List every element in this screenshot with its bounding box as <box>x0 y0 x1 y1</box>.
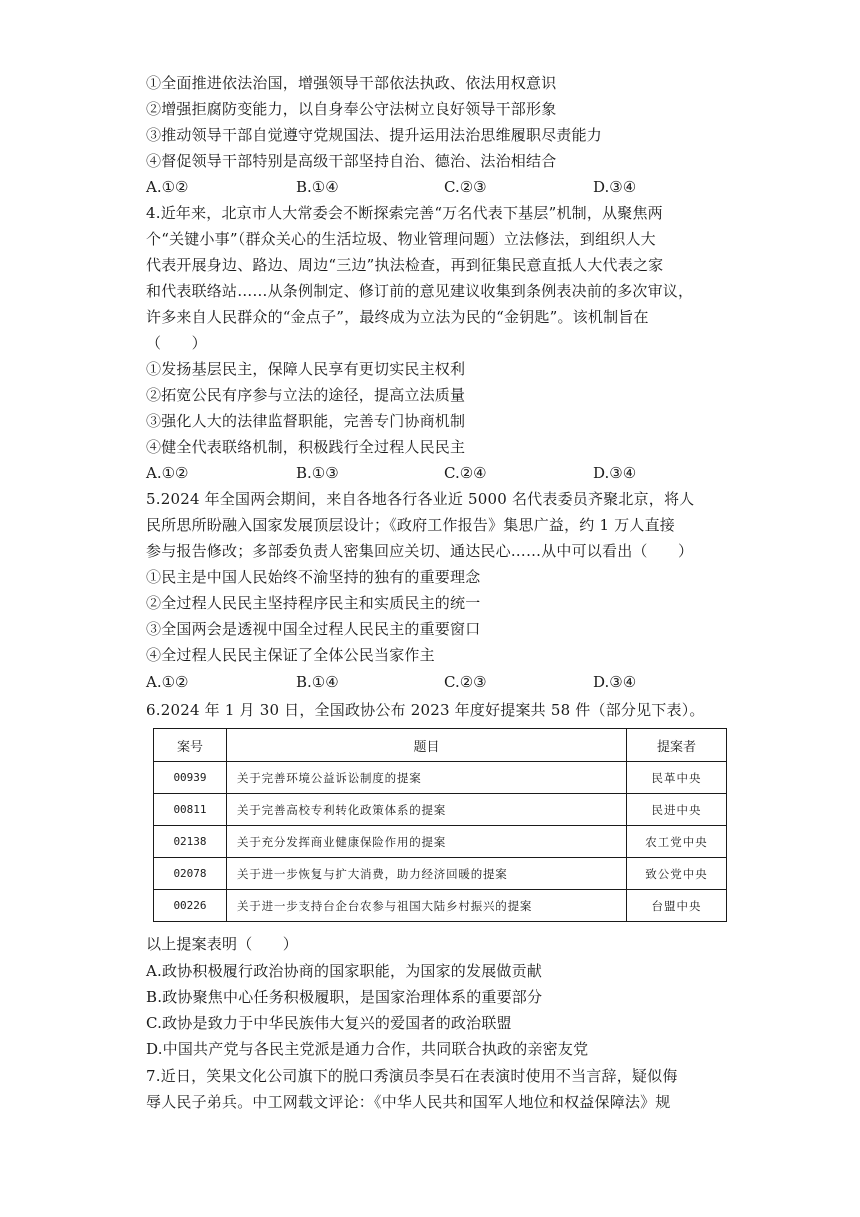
q6-after-table: 以上提案表明（ ） <box>146 935 299 953</box>
q6-option-b: B.政协聚焦中心任务积极履职，是国家治理体系的重要部分 <box>146 988 543 1006</box>
q3-choice-d: D.③④ <box>593 178 637 196</box>
q7-stem-line-1: 7.近日，笑果文化公司旗下的脱口秀演员李昊石在表演时使用不当言辞，疑似侮 <box>146 1067 678 1085</box>
q6-option-a: A.政协积极履行政治协商的国家职能，为国家的发展做贡献 <box>146 962 543 980</box>
q4-stem-line-5: 许多来自人民群众的“金点子”，最终成为立法为民的“金钥匙”。该机制旨在 <box>146 308 649 326</box>
q5-choice-a: A.①② <box>146 673 189 691</box>
header-case-number: 案号 <box>154 729 227 762</box>
q4-option-2: ②拓宽公民有序参与立法的途径，提高立法质量 <box>146 386 466 404</box>
title-cell: 关于进一步支持台企台农参与祖国大陆乡村振兴的提案 <box>227 890 627 922</box>
title-cell: 关于完善环境公益诉讼制度的提案 <box>227 762 627 794</box>
q6-option-d: D.中国共产党与各民主党派是通力合作，共同联合执政的亲密友党 <box>146 1040 589 1058</box>
header-title: 题目 <box>227 729 627 762</box>
q4-stem-line-1: 4.近年来，北京市人大常委会不断探索完善“万名代表下基层”机制，从聚焦两 <box>146 204 663 222</box>
q3-choice-a: A.①② <box>146 178 189 196</box>
q3-choice-b: B.①④ <box>296 178 339 196</box>
table-header-row <box>154 729 727 762</box>
q5-option-2: ②全过程人民民主坚持程序民主和实质民主的统一 <box>146 594 481 612</box>
proposer-cell: 民革中央 <box>627 762 727 794</box>
case-number-cell: 00226 <box>154 890 227 922</box>
title-cell: 关于充分发挥商业健康保险作用的提案 <box>227 826 627 858</box>
q5-choices <box>146 672 706 692</box>
q4-stem-line-3: 代表开展身边、路边、周边“三边”执法检查，再到征集民意直抵人大代表之家 <box>146 256 664 274</box>
q4-stem-line-2: 个“关键小事”（群众关心的生活垃圾、物业管理问题）立法修法，到组织人大 <box>146 230 656 248</box>
q4-option-3: ③强化人大的法律监督职能，完善专门协商机制 <box>146 412 466 430</box>
proposals-table <box>153 728 727 922</box>
table-row <box>154 826 727 858</box>
q5-option-3: ③全国两会是透视中国全过程人民民主的重要窗口 <box>146 620 481 638</box>
q4-choice-a: A.①② <box>146 464 189 482</box>
q3-choice-c: C.②③ <box>444 178 487 196</box>
q3-option-1: ①全面推进依法治国，增强领导干部依法执政、依法用权意识 <box>146 74 557 92</box>
q5-option-4: ④全过程人民民主保证了全体公民当家作主 <box>146 646 435 664</box>
q4-option-1: ①发扬基层民主，保障人民享有更切实民主权利 <box>146 360 466 378</box>
proposer-cell: 致公党中央 <box>627 858 727 890</box>
q4-choice-b: B.①③ <box>296 464 339 482</box>
q6-option-c: C.政协是致力于中华民族伟大复兴的爱国者的政治联盟 <box>146 1014 512 1032</box>
q4-option-4: ④健全代表联络机制，积极践行全过程人民民主 <box>146 438 466 456</box>
q5-choice-c: C.②③ <box>444 673 487 691</box>
table-row <box>154 858 727 890</box>
q5-stem-line-1: 5.2024 年全国两会期间，来自各地各行各业近 5000 名代表委员齐聚北京，将人 <box>146 490 695 508</box>
table-row <box>154 762 727 794</box>
table-row <box>154 794 727 826</box>
proposer-cell: 台盟中央 <box>627 890 727 922</box>
q5-choice-b: B.①④ <box>296 673 339 691</box>
case-number-cell: 02078 <box>154 858 227 890</box>
q3-option-3: ③推动领导干部自觉遵守党规国法、提升运用法治思维履职尽责能力 <box>146 126 603 144</box>
q3-option-4: ④督促领导干部特别是高级干部坚持自治、德治、法治相结合 <box>146 152 557 170</box>
header-proposer: 提案者 <box>627 729 727 762</box>
q7-stem-line-2: 辱人民子弟兵。中工网载文评论：《中华人民共和国军人地位和权益保障法》规 <box>146 1093 671 1111</box>
q6-stem: 6.2024 年 1 月 30 日，全国政协公布 2023 年度好提案共 58 件（部分见下表）。 <box>146 701 705 719</box>
q4-choice-d: D.③④ <box>593 464 637 482</box>
q5-option-1: ①民主是中国人民始终不渝坚持的独有的重要理念 <box>146 568 481 586</box>
q3-choices <box>146 177 706 197</box>
q4-choice-c: C.②④ <box>444 464 487 482</box>
case-number-cell: 00939 <box>154 762 227 794</box>
q5-choice-d: D.③④ <box>593 673 637 691</box>
q3-option-2: ②增强拒腐防变能力，以自身奉公守法树立良好领导干部形象 <box>146 100 557 118</box>
case-number-cell: 02138 <box>154 826 227 858</box>
q5-stem-line-2: 民所思所盼融入国家发展顶层设计；《政府工作报告》集思广益，约 1 万人直接 <box>146 516 675 534</box>
title-cell: 关于完善高校专利转化政策体系的提案 <box>227 794 627 826</box>
table-row <box>154 890 727 922</box>
proposer-cell: 民进中央 <box>627 794 727 826</box>
q5-stem-line-3: 参与报告修改；多部委负责人密集回应关切、通达民心……从中可以看出（ ） <box>146 542 694 560</box>
q4-stem-line-6: （ ） <box>146 334 207 352</box>
case-number-cell: 00811 <box>154 794 227 826</box>
q4-choices <box>146 463 706 483</box>
title-cell: 关于进一步恢复与扩大消费，助力经济回暖的提案 <box>227 858 627 890</box>
proposer-cell: 农工党中央 <box>627 826 727 858</box>
q4-stem-line-4: 和代表联络站……从条例制定、修订前的意见建议收集到条例表决前的多次审议， <box>146 282 694 300</box>
